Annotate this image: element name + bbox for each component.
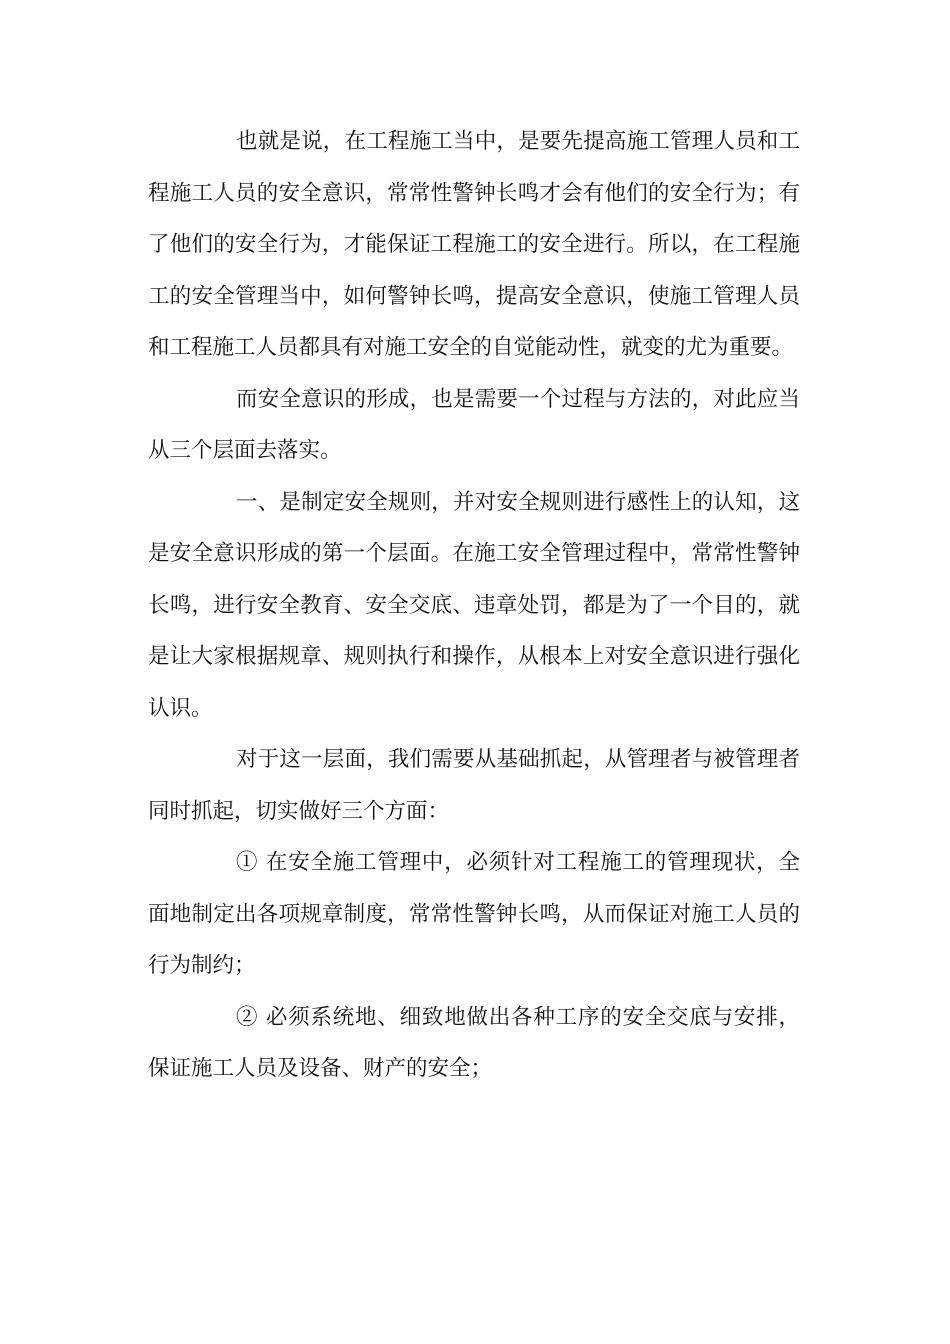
paragraph-5: ① 在安全施工管理中，必须针对工程施工的管理现状，全面地制定出各项规章制度，常常性警钟长鸣，从而保证对施工人员的行为制约；: [148, 850, 800, 978]
paragraph-4: 对于这一层面，我们需要从基础抓起，从管理者与被管理者同时抓起，切实做好三个方面：: [148, 747, 800, 824]
paragraph-6: ② 必须系统地、细致地做出各种工序的安全交底与安排，保证施工人员及设备、财产的安全；: [148, 1004, 800, 1081]
document-body: [148, 116, 800, 1095]
paragraph-1: 也就是说，在工程施工当中，是要先提高施工管理人员和工程施工人员的安全意识，常常性警钟长鸣才会有他们的安全行为；有了他们的安全行为，才能保证工程施工的安全进行。所以，在工程施工的安全管理当中，如何警钟长鸣，提高安全意识，使施工管理人员和工程施工人员都具有对施工安全的自觉能动性，就变的尤为重要。: [148, 129, 800, 360]
paragraph-3: 一、是制定安全规则，并对安全规则进行感性上的认知，这是安全意识形成的第一个层面。在施工安全管理过程中，常常性警钟长鸣，进行安全教育、安全交底、违章处罚，都是为了一个目的，就是让大家根据规章、规则执行和操作，从根本上对安全意识进行强化认识。: [148, 489, 800, 721]
paragraph-2: 而安全意识的形成，也是需要一个过程与方法的，对此应当从三个层面去落实。: [148, 386, 800, 463]
